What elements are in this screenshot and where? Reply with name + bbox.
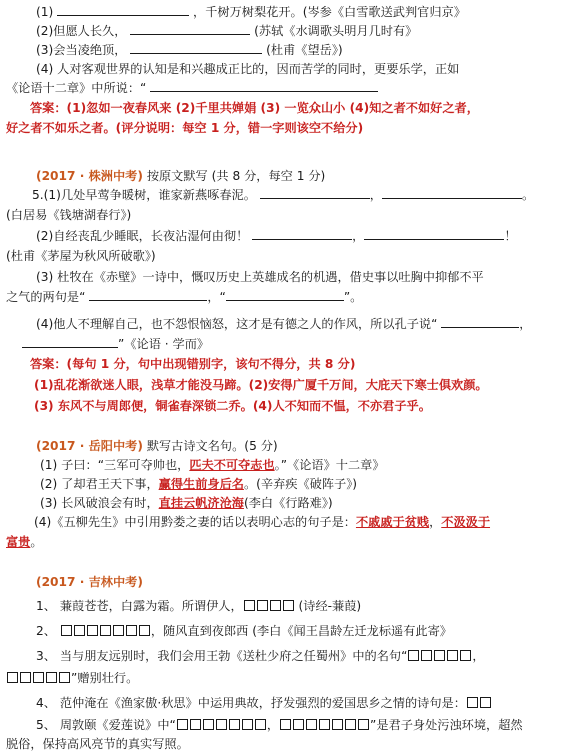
- answer-boxes[interactable]: [243, 599, 295, 613]
- section-instruction: 默写古诗文名句。(5 分): [146, 439, 278, 453]
- answer-boxes[interactable]: [407, 649, 472, 663]
- answer-blank[interactable]: [382, 186, 522, 199]
- section-header-line: [36, 167, 566, 185]
- answer-blank[interactable]: [441, 315, 519, 328]
- q-source: (诗经-蒹葭): [298, 599, 362, 613]
- q-number: (1): [36, 5, 54, 19]
- answer-blank[interactable]: [130, 22, 250, 35]
- q4-line-2: ”《论语 · 学而》: [22, 335, 566, 353]
- q4-line: [36, 694, 566, 712]
- q2-source: (杜甫《茅屋为秋风所破歌》): [6, 249, 156, 263]
- q-text: 但愿人长久，: [53, 24, 127, 38]
- q-text: 1、 蒹葭苍苍，白露为霜。所谓伊人，: [36, 599, 243, 613]
- q3-line-2: 之气的两句是“ ，“ ”。: [6, 290, 363, 304]
- filled-answer: 富贵: [6, 535, 31, 549]
- filled-answer: 不戚戚于贫贱: [355, 515, 430, 529]
- q-source: 。(辛弃疾《破阵子》): [243, 477, 358, 491]
- q-text: (1) 子曰：“三军可夺帅也，: [40, 458, 190, 472]
- q3-line: [36, 41, 566, 59]
- q-number: (3): [36, 43, 54, 57]
- q-text: (4)《五柳先生》中引用黔娄之妻的话以表明心志的句子是：: [34, 515, 356, 529]
- answer-boxes[interactable]: [279, 718, 370, 732]
- q3-line: (3) 杜牧在《赤壁》一诗中，慨叹历史上英雄成名的机遇，借史事以吐胸中抑郁不平: [36, 270, 484, 284]
- filled-answer: 直挂云帆济沧海: [158, 496, 244, 510]
- q-text: 4、 范仲淹在《渔家傲·秋思》中运用典故，抒发强烈的爱国思乡之情的诗句是：: [36, 696, 466, 710]
- answer-boxes[interactable]: [6, 671, 71, 685]
- q-text: 《论语十二章》中所说：“: [6, 81, 147, 95]
- q2-line: (2)自经丧乱少睡眠，长夜沾湿何由彻！ ， ！: [36, 229, 517, 243]
- q1-source: (白居易《钱塘湖春行》): [6, 208, 132, 222]
- filled-answer: 赢得生前身后名: [158, 477, 244, 491]
- q-text: ，千树万树梨花开。(岑参《白雪歌送武判官归京》: [193, 5, 466, 19]
- answer-blank[interactable]: [260, 186, 370, 199]
- answer-blank[interactable]: [226, 288, 344, 301]
- answer-line: 答案：(每句 1 分，句中出现错别字，该句不得分，共 8 分): [30, 357, 356, 371]
- q-source: (杜甫《望岳》): [266, 43, 343, 57]
- q-text: 5.(1)几处早莺争暖树，谁家新燕啄春泥。: [32, 188, 256, 202]
- answer-line: (1)乱花渐欲迷人眼，浅草才能没马蹄。(2)安得广厦千万间，大庇天下寒士俱欢颜。: [34, 378, 488, 392]
- q-text: (2)自经丧乱少睡眠，长夜沾湿何由彻！: [36, 229, 249, 243]
- q-text: 3、 当与朋友远别时，我们会用王勃《送杜少府之任蜀州》中的名句“: [36, 649, 408, 663]
- q-text: (4)他人不理解自己，也不怨恨恼怒，这才是有德之人的作风，所以孔子说“: [36, 317, 438, 331]
- answer-blank[interactable]: [150, 79, 378, 92]
- filled-answer: 不汲汲于: [441, 515, 491, 529]
- q-text: 会当凌绝顶，: [53, 43, 127, 57]
- q-text: ”是君子身处污浊环境，超然: [370, 718, 523, 732]
- q2-line: [40, 475, 566, 493]
- answer-line: (3) 东风不与周郎便，铜雀春深锁二乔。(4)人不知而不愠，不亦君子乎。: [34, 399, 431, 413]
- q1-line: [40, 456, 566, 474]
- answer-blank[interactable]: [22, 335, 118, 348]
- q2-line: [36, 622, 566, 640]
- q1-line: [36, 597, 566, 615]
- filled-answer: 匹夫不可夺志也: [189, 458, 275, 472]
- answer-boxes[interactable]: [176, 718, 267, 732]
- section-header: (2017 · 吉林中考): [36, 575, 143, 589]
- answer-blank[interactable]: [252, 227, 352, 240]
- q3-line: [40, 494, 566, 512]
- q2-line: [36, 22, 566, 40]
- q4-line: [36, 60, 566, 78]
- answer-blank[interactable]: [89, 288, 207, 301]
- q-source: (苏轼《水调歌头明月几时有》: [254, 24, 418, 38]
- answer-boxes[interactable]: [466, 696, 492, 710]
- q-source: 。”《论语》十二章》: [274, 458, 385, 472]
- answer-blank[interactable]: [130, 41, 262, 54]
- q-text: 5、 周敦颐《爱莲说》中“: [36, 718, 176, 732]
- q4-line: (4)《五柳先生》中引用黔娄之妻的话以表明心志的句子是：不戚戚于贫贱，不汲汲于: [34, 515, 491, 529]
- section-header: (2017 · 株洲中考): [36, 169, 143, 183]
- q-text: ”赠别壮行。: [71, 671, 139, 685]
- q1-line: [36, 3, 566, 21]
- q5-line-2: 脱俗，保持高风亮节的真实写照。: [6, 737, 189, 751]
- q-text: (2) 了却君王天下事，: [40, 477, 159, 491]
- q5-line: 5、 周敦颐《爱莲说》中“ ， ”是君子身处污浊环境，超然: [36, 718, 523, 732]
- section-instruction: 按原文默写 (共 8 分，每空 1 分): [146, 169, 326, 183]
- q1-line: 5.(1)几处早莺争暖树，谁家新燕啄春泥。 ， 。: [32, 188, 535, 202]
- q-source: 《论语 · 学而》: [124, 337, 210, 351]
- answer-blank[interactable]: [364, 227, 504, 240]
- answer-line: 好之者不如乐之者。(评分说明：每空 1 分，错一字则该空不给分): [6, 121, 364, 135]
- q3-line: 3、 当与朋友远别时，我们会用王勃《送杜少府之任蜀州》中的名句“ ，: [36, 649, 485, 663]
- q-text: ，随风直到夜郎西 (李白《闻王昌龄左迁龙标遥有此寄》: [150, 624, 452, 638]
- q-number: (2): [36, 24, 54, 38]
- section-header-line: [36, 437, 566, 455]
- section-header: (2017 · 岳阳中考): [36, 439, 143, 453]
- answer-boxes[interactable]: [60, 624, 151, 638]
- q-text: 人对客观世界的认知是和兴趣成正比的，因而苦学的同时，更要乐学，正如: [57, 62, 460, 76]
- q4-line-2: [6, 79, 566, 97]
- q-number: 2、: [36, 624, 56, 638]
- q-source: (李白《行路难》): [243, 496, 333, 510]
- q4-line: (4)他人不理解自己，也不怨恨恼怒，这才是有德之人的作风，所以孔子说“ ，: [36, 317, 532, 331]
- q-number: (4): [36, 62, 54, 76]
- answer-line: 答案：(1)忽如一夜春风来 (2)千里共婵娟 (3) 一览众山小 (4)知之者不如好之者，: [30, 101, 479, 115]
- q4-line-2: 富贵。: [6, 535, 43, 549]
- answer-blank[interactable]: [57, 3, 189, 16]
- q3-line-2: [6, 669, 566, 687]
- q-text: (3) 长风破浪会有时，: [40, 496, 159, 510]
- q-text: 之气的两句是“: [6, 290, 86, 304]
